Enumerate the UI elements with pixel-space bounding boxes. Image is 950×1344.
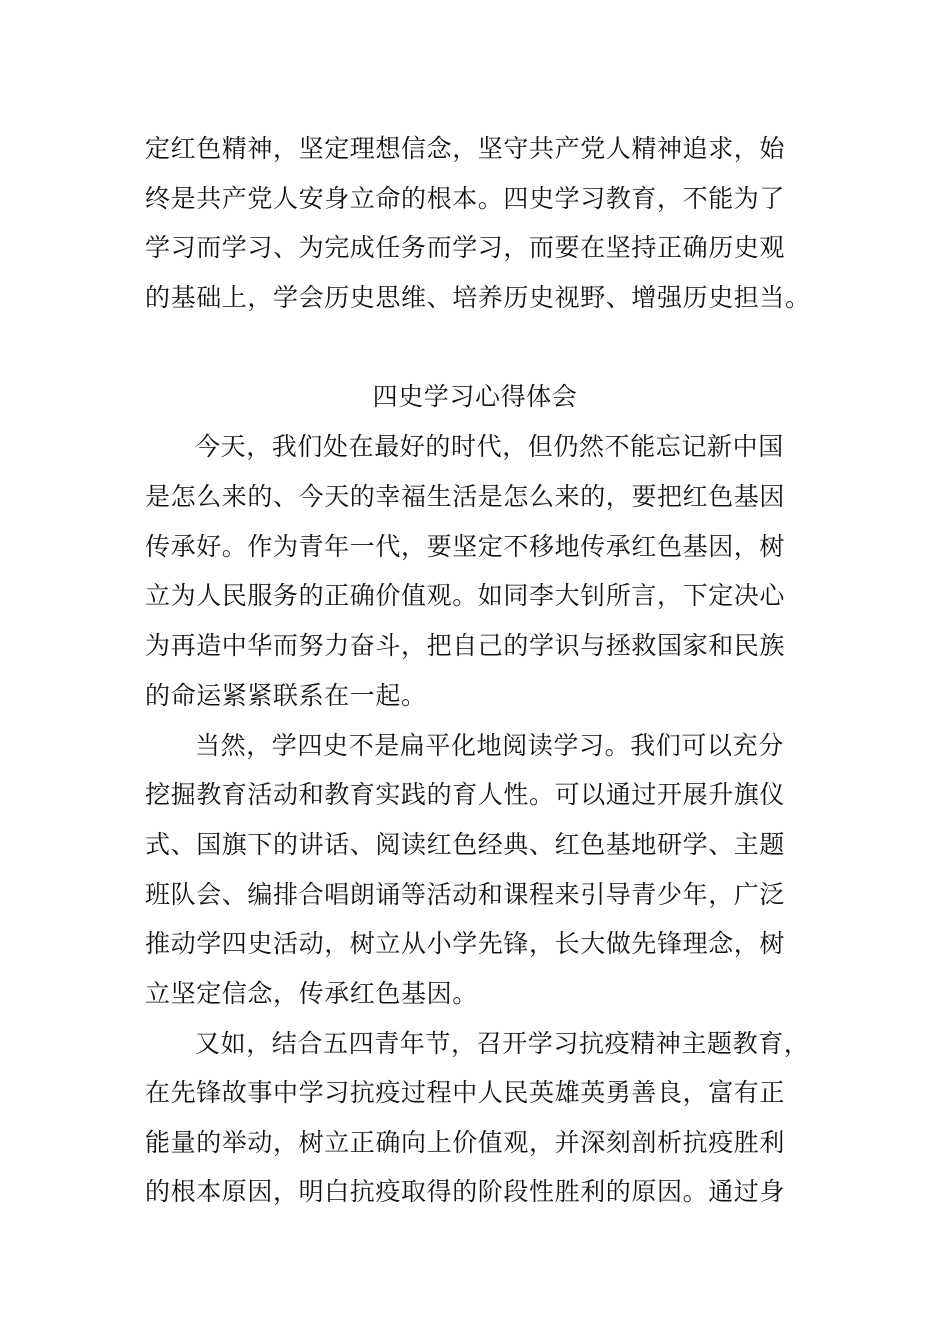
- para3-line-2: 在先锋故事中学习抗疫过程中人民英雄英勇善良，富有正: [145, 1078, 786, 1107]
- para2-line-5: 推动学四史活动，树立从小学先锋，长大做先锋理念，树: [145, 929, 786, 958]
- section-title: 四史学习心得体会: [372, 382, 578, 411]
- para1-line-3: 传承好。作为青年一代，要坚定不移地传承红色基因，树: [145, 532, 786, 561]
- para1-line-5: 为再造中华而努力奋斗，把自己的学识与拯救国家和民族: [145, 631, 786, 660]
- para3-line-1: 又如，结合五四青年节，召开学习抗疫精神主题教育，: [195, 1029, 810, 1058]
- intro-line-2: 终是共产党人安身立命的根本。四史学习教育，不能为了: [145, 184, 786, 213]
- para1-line-6: 的命运紧紧联系在一起。: [145, 681, 427, 710]
- para2-line-2: 挖掘教育活动和教育实践的育人性。可以通过开展升旗仪: [145, 780, 786, 809]
- para2-line-4: 班队会、编排合唱朗诵等活动和课程来引导青少年，广泛: [145, 880, 786, 909]
- para3-line-3: 能量的举动，树立正确向上价值观，并深刻剖析抗疫胜利: [145, 1128, 786, 1157]
- intro-line-1: 定红色精神，坚定理想信念，坚守共产党人精神追求，始: [145, 134, 786, 163]
- para1-line-2: 是怎么来的、今天的幸福生活是怎么来的，要把红色基因: [145, 482, 786, 511]
- intro-line-3: 学习而学习、为完成任务而学习，而要在坚持正确历史观: [145, 233, 786, 262]
- para2-line-1: 当然，学四史不是扁平化地阅读学习。我们可以充分: [195, 731, 784, 760]
- para2-line-6: 立坚定信念，传承红色基因。: [145, 979, 478, 1008]
- intro-line-4: 的基础上，学会历史思维、培养历史视野、增强历史担当。: [145, 283, 811, 312]
- para2-line-3: 式、国旗下的讲话、阅读红色经典、红色基地研学、主题: [145, 830, 786, 859]
- para1-line-4: 立为人民服务的正确价值观。如同李大钊所言，下定决心: [145, 581, 786, 610]
- para3-line-4: 的根本原因，明白抗疫取得的阶段性胜利的原因。通过身: [145, 1177, 786, 1206]
- para1-line-1: 今天，我们处在最好的时代，但仍然不能忘记新中国: [195, 432, 784, 461]
